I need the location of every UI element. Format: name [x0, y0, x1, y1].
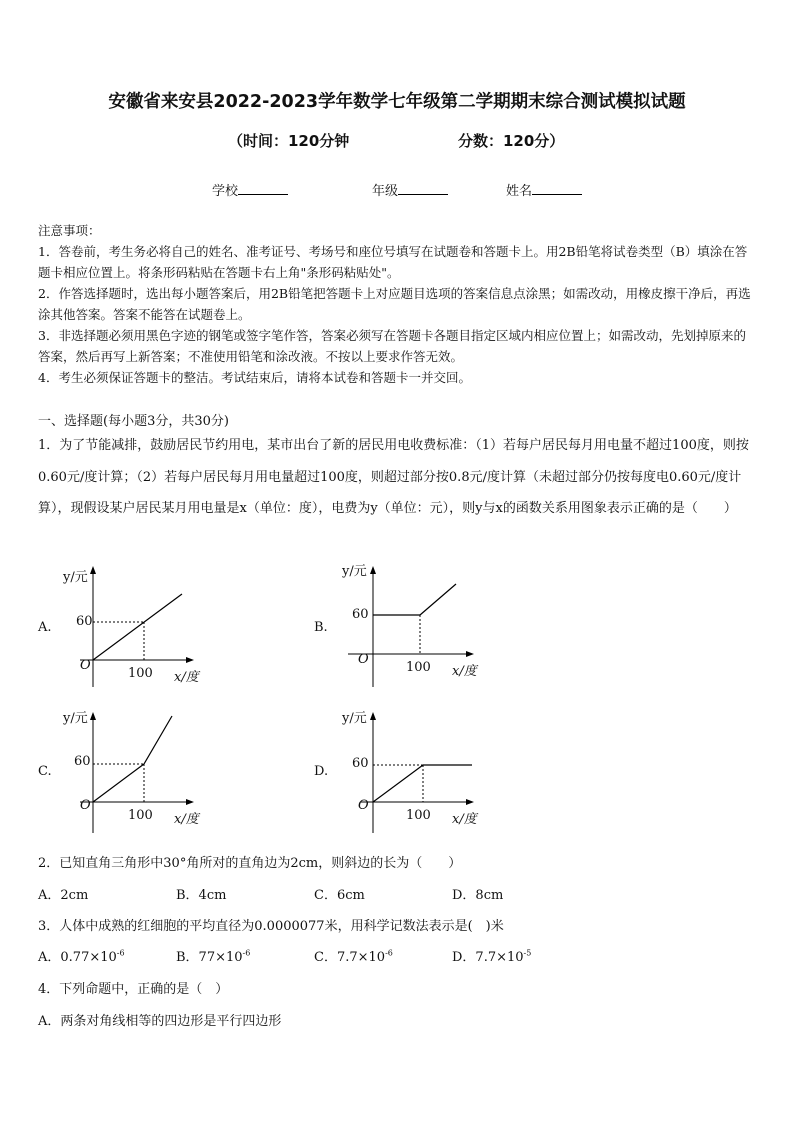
q3-option-c-base: C．7.7×10 [314, 950, 386, 965]
q1-option-a-label[interactable]: A. [38, 620, 52, 635]
q3-option-b[interactable] [176, 946, 250, 965]
q3-option-b-base: B．77×10 [176, 950, 243, 965]
notice-item: 4．考生必须保证答题卡的整洁。考试结束后，请将本试卷和答题卡一并交回。 [38, 370, 471, 385]
question-1-text: 1．为了节能减排，鼓励居民节约用电，某市出台了新的居民用电收费标准：（1）若每户居民每月用电量不超过100度，则按0.60元/度计算；（2）若每户居民每月用电量超过100度，则超过部分按0.8元/度计算（未超过部分仍按每度电0.60元/度计算），现假设某户居民某月用电量是x（单位：度），电费为y（单位：元），则y与x的函数关系用图象表示正确的是（ ） [38, 438, 749, 516]
q1-graph-c-origin: O [80, 798, 91, 813]
q2-option-a[interactable]: A．2cm [38, 888, 89, 903]
q1-graph-b-xtick: 100 [406, 660, 431, 675]
q1-option-c-label[interactable]: C. [38, 764, 52, 779]
q1-graph-d-xlabel: x/度 [452, 812, 477, 827]
q1-option-b-label[interactable]: B. [314, 620, 328, 635]
school-blank[interactable] [238, 182, 288, 195]
q1-graph-d-xtick: 100 [406, 808, 431, 823]
question-2-text: 2．已知直角三角形中30°角所对的直角边为2cm，则斜边的长为（ ） [38, 856, 462, 871]
q1-graph-a-ytick: 60 [76, 614, 93, 629]
q1-graph-c-xlabel: x/度 [174, 812, 199, 827]
question-3-text: 3．人体中成熟的红细胞的平均直径为0.0000077米，用科学记数法表示是( )米 [38, 919, 504, 934]
notice-block [38, 220, 758, 388]
q2-option-b[interactable]: B．4cm [176, 888, 227, 903]
q1-graph-a-ylabel: y/元 [63, 570, 88, 585]
grade-label: 年级 [372, 184, 399, 199]
q2-option-d[interactable]: D．8cm [452, 888, 504, 903]
q4-option-a[interactable]: A．两条对角线相等的四边形是平行四边形 [38, 1014, 282, 1029]
name-label: 姓名 [506, 184, 533, 199]
q1-graph-b-ytick: 60 [352, 607, 369, 622]
q1-option-d-label[interactable]: D. [314, 764, 329, 779]
q1-graph-c-xtick: 100 [128, 808, 153, 823]
q3-option-b-exp: -6 [242, 948, 251, 958]
time-label: （时间：120分钟 [228, 132, 350, 150]
q3-option-d[interactable] [452, 946, 531, 965]
grade-blank[interactable] [398, 182, 448, 195]
school-label: 学校 [212, 184, 239, 199]
q3-option-a-base: A．0.77×10 [38, 950, 117, 965]
q1-graph-c-ylabel: y/元 [63, 711, 88, 726]
page-title: 安徽省来安县2022-2023学年数学七年级第二学期期末综合测试模拟试题 [108, 92, 686, 112]
q1-graph-a-origin: O [80, 658, 91, 673]
section-heading: 一、选择题(每小题3分，共30分) [38, 414, 229, 429]
q1-graph-b-ylabel: y/元 [342, 564, 367, 579]
notice-item: 1．答卷前，考生务必将自己的姓名、准考证号、考场号和座位号填写在试题卷和答题卡上。用2B铅笔将试卷类型（B）填涂在答题卡相应位置上。将条形码粘贴在答题卡右上角"条形码粘贴处"。 [38, 244, 748, 280]
name-field [506, 180, 582, 199]
q1-graph-c-ytick: 60 [74, 754, 91, 769]
q1-graph-a-xtick: 100 [128, 666, 153, 681]
q3-option-c[interactable] [314, 946, 393, 965]
q3-option-d-exp: -5 [523, 948, 532, 958]
name-blank[interactable] [532, 182, 582, 195]
q1-graph-a-xlabel: x/度 [174, 670, 199, 685]
q3-option-a-exp: -6 [116, 948, 125, 958]
notice-item: 2．作答选择题时，选出每小题答案后，用2B铅笔把答题卡上对应题目选项的答案信息点涂黑；如需改动，用橡皮擦干净后，再选涂其他答案。答案不能答在试题卷上。 [38, 286, 751, 322]
score-label: 分数：120分） [458, 132, 565, 150]
q1-graph-b-origin: O [358, 652, 369, 667]
q1-graph-d-ytick: 60 [352, 756, 369, 771]
question-4-text: 4．下列命题中，正确的是（ ） [38, 982, 229, 997]
q2-option-c[interactable]: C．6cm [314, 888, 365, 903]
school-field [212, 180, 288, 199]
q1-graph-d-origin: O [358, 798, 369, 813]
q1-graph-d-ylabel: y/元 [342, 711, 367, 726]
q1-graph-b-xlabel: x/度 [452, 664, 477, 679]
notice-heading: 注意事项： [38, 223, 101, 238]
q3-option-a[interactable] [38, 946, 125, 965]
q3-option-c-exp: -6 [385, 948, 393, 958]
notice-item: 3．非选择题必须用黑色字迹的钢笔或签字笔作答，答案必须写在答题卡各题目指定区域内相应位置上；如需改动，先划掉原来的答案，然后再写上新答案；不准使用铅笔和涂改液。不按以上要求作答无效。 [38, 328, 746, 364]
q3-option-d-base: D．7.7×10 [452, 950, 524, 965]
grade-field [372, 180, 448, 199]
